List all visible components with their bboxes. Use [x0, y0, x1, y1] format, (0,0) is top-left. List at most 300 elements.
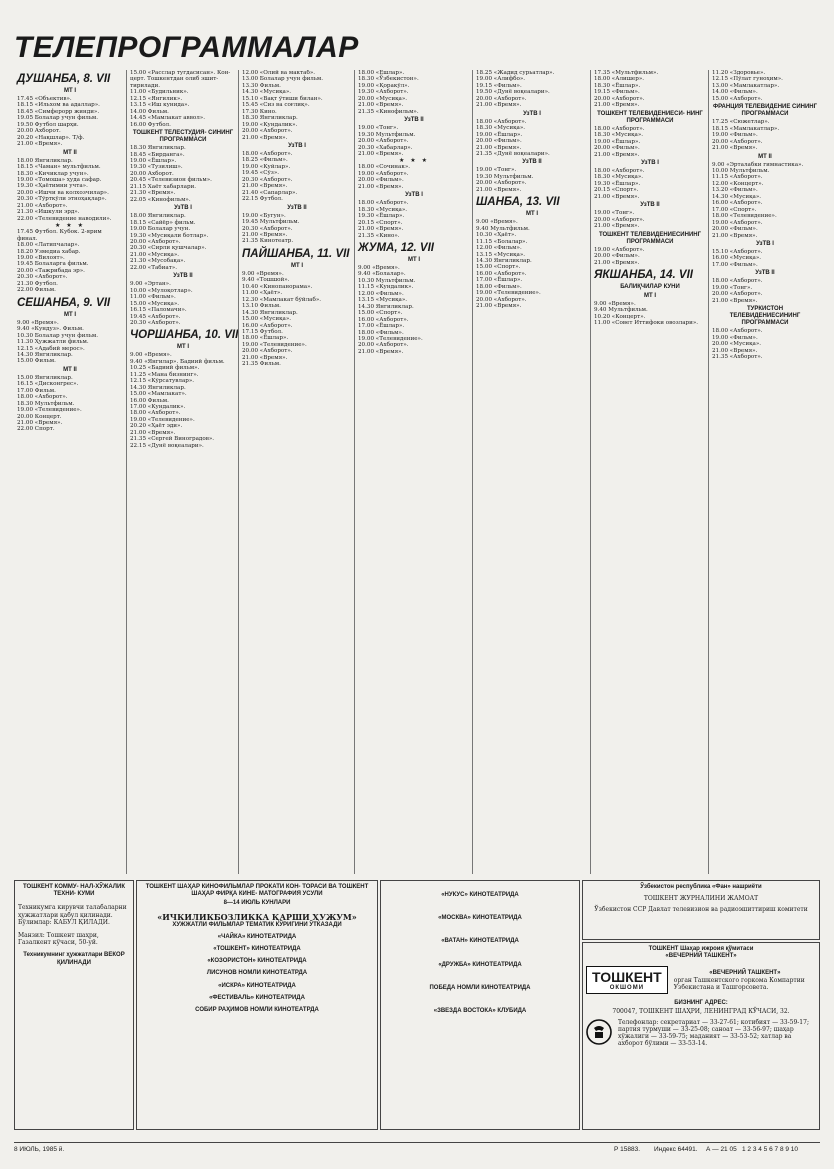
program-entry: 21.00 «Время». [476, 303, 522, 310]
program-entry: 18.25 «Жадид сурьатлар». [476, 70, 555, 76]
ad-festival-title: «ИЧКИЛИКБОЗЛИККА ҚАРШИ ҲУЖУМ» [157, 911, 357, 922]
program-entry: 21.00 «Время». [242, 354, 288, 361]
program-entry: 21.00 «Ахборот». [17, 202, 68, 209]
channel-heading: УзТВ I [641, 159, 659, 166]
program-entry: 19.45 «Ахборот». [130, 313, 181, 320]
schedule-column [354, 70, 473, 874]
program-entry: 16.00 «Ахборот». [242, 322, 293, 329]
ad-vecherniy-tashkent [582, 942, 820, 1130]
program-entry: 15.45 «Сиз ва соғлиқ». [242, 102, 310, 109]
cinema-kozoriston: «КОЗОРИСТОН» КИНОТЕАТРИДА [207, 958, 307, 965]
program-entry: 15.00 «Расслар тугдасисан». Кон- церт. Тошкентдан олиб эшит- тирилади. [130, 70, 231, 89]
program-entry: 17.00 «Ёшлар». [358, 323, 405, 330]
program-entry: 18.15 «Сайёр» фильм. [130, 219, 196, 226]
ad-technical-school-foot: Техникумнинг ҳужжатлари ВЕКОР ҚИЛИНАДИ [23, 952, 125, 966]
program-entry: 20.45 «Телевизион фильм». [130, 177, 212, 184]
channel-heading: УзТВ II [640, 202, 660, 209]
program-entry: 21.00 «Время». [242, 231, 288, 238]
program-entry: 19.00 «Фильм». [712, 334, 758, 341]
ad-technical-school-title: ТОШКЕНТ КОММУ- НАЛ-ХЎЖАЛИК ТЕХНИ- КУМИ [23, 884, 125, 898]
ad-technical-school [14, 880, 134, 1130]
program-entry: 19.00 «Телевидение». [476, 290, 541, 297]
program-entry: 21.00 «Время». [594, 259, 640, 266]
program-entry: 18.00 Янгиликлар. [130, 213, 186, 220]
program-entry: 19.00 «Телевидение». [130, 416, 195, 423]
program-entry: 19.00 «Алифбо». [476, 76, 526, 83]
program-entry: 16.00 Футбол. [130, 121, 171, 128]
channel-heading: УзТВ I [288, 142, 306, 149]
program-entry: 12.00 «Концерт». [712, 180, 764, 187]
channel-heading: МТ II [63, 366, 77, 373]
program-entry: 20.20 «Нақшлар». Т/ф. [17, 134, 85, 141]
program-entry: 22.15 «Дунё воқеалари». [130, 442, 204, 449]
program-entry: 18.00 «Ёшлар». [242, 335, 289, 342]
day-heading: ПАЙШАНБА, 11. VII [242, 247, 350, 260]
program-entry: 21.00 «Мусиқа». [130, 251, 180, 258]
ad-cinema-rental-date: 8—14 ИЮЛЬ КУНЛАРИ [223, 900, 291, 907]
channel-heading: МТ I [408, 256, 420, 263]
program-entry: 19.00 «Қоракўл». [358, 82, 410, 89]
program-entry: 9.40 Мультфильм. [476, 225, 530, 232]
program-entry: 10.00 Мультфильм. [712, 167, 770, 174]
channel-heading: ТОШКЕНТ ТЕЛЕВИДЕНИЕСИ- НИНГ ПРОГРАММАСИ [597, 110, 703, 124]
program-entry: 16.15 «Дисконгрес». [17, 381, 79, 388]
program-entry: 20.30 «Ахборот». [130, 319, 181, 326]
program-entry: 20.00 «Ахборот». [712, 138, 763, 145]
program-entry: 9.00 «Эртан». [130, 281, 171, 288]
program-entry: 20.00 «Мусиқа». [712, 341, 762, 348]
program-entry: 14.30 Янгиликлар. [476, 257, 532, 264]
channel-heading: УзТВ II [404, 117, 424, 124]
program-entry: 21.00 «Время». [594, 102, 640, 109]
cinema-pobeda: ПОБЕДА НОМЛИ КИНОТЕАТРИДА [429, 984, 531, 991]
program-entry: 21.30 Футбол. [17, 280, 58, 287]
program-entry: 14.30 Янгиликлар. [242, 309, 298, 316]
program-entry: 21.00 «Время». [358, 226, 404, 233]
program-entry: 19.00 «Ахборот». [594, 246, 645, 253]
program-entry: 21.00 «Время». [476, 102, 522, 109]
program-entry: 19.45 Болаларга фильм. [17, 261, 89, 268]
program-entry: 19.30 «Мусиқали ботлар». [130, 232, 209, 239]
page-title: ТЕЛЕПРОГРАММАЛАР [14, 31, 359, 64]
program-entry: 16.00 «Ахборот». [712, 200, 763, 207]
program-entry: 19.00 «Вилоят». [17, 254, 65, 261]
ad-technical-school-address: Манзил: Тошкент шаҳри, Газалкент кўчаси, 50-уй. [18, 932, 99, 947]
program-entry: 9.40 Мультфильм. [594, 307, 648, 314]
program-entry: 21.35 «Сергей Виноградов». [130, 436, 215, 443]
program-entry: 18.30 «Кичиклар учун». [17, 170, 89, 177]
program-entry: 20.00 «Фильм». [712, 226, 758, 233]
separator-stars: ★ ★ ★ [399, 157, 429, 165]
day-heading: ЯКШАНБА, 14. VII [594, 268, 693, 281]
program-entry: 15.00 «Спорт». [358, 310, 403, 317]
channel-heading: УзТВ I [523, 110, 541, 117]
program-entry: 19.00 «Тонг». [476, 167, 517, 174]
program-entry: 12.15 «Адабий мерос». [17, 345, 85, 352]
program-entry: 9.00 «Время». [242, 270, 284, 277]
program-entry: 21.00 «Время». [712, 297, 758, 304]
program-entry: 18.00 «Фильм». [476, 283, 522, 290]
program-entry: 21.30 «Ишкули эрд». [17, 209, 80, 216]
program-entry: 12.15 «Янгилик». [130, 95, 183, 102]
program-entry: 19.30 Мультфильм. [358, 131, 416, 138]
program-entry: 19.45 Мультфильм. [242, 219, 300, 226]
program-entry: 18.15 «Чаман» мультфильм. [17, 164, 101, 171]
program-entry: 10.20 «Концерт». [594, 313, 646, 320]
program-entry: 16.00 «Ахборот». [358, 316, 409, 323]
channel-heading: МТ I [64, 311, 76, 318]
program-entry: 18.00 «Ёшлар». [358, 70, 405, 76]
program-entry: 20.20 «Ҳаёт эди». [130, 423, 183, 430]
program-entry: 18.25 «Фильм». [242, 157, 288, 164]
newspaper-logo [586, 966, 668, 994]
program-entry: 21.15 Хаёт хабарлари. [130, 183, 197, 190]
program-entry: 22.15 Футбол. [242, 196, 283, 203]
program-entry: 19.30 «Ёшлар». [594, 180, 641, 187]
program-entry: 21.35 «Ахборот». [712, 353, 763, 360]
cinema-toshkent: «ТОШКЕНТ» КИНОТЕАТРИДА [213, 946, 301, 953]
program-entry: 16.15 «Паломачи». [130, 307, 187, 314]
program-entry: 20.00 Ахборот. [17, 128, 61, 135]
club-zvezda-vostoka: «ЗВЕЗДА ВОСТОКА» КЛУБИДА [433, 1008, 527, 1015]
program-entry: 15.00 «Спорт». [476, 264, 521, 271]
day-heading: ЖУМА, 12. VII [358, 241, 434, 254]
program-entry: 18.30 «Ёшлар». [594, 82, 641, 89]
program-entry: 17.45 Футбол. Кубок. 2-ярим финал. [17, 229, 102, 242]
program-entry: 9.40 «Тошшой». [242, 277, 290, 284]
program-entry: 11.00 «Будильник». [130, 89, 189, 96]
program-entry: 20.00 «Мусиқа». [358, 95, 408, 102]
channel-heading: МТ I [291, 262, 303, 269]
program-entry: 21.40 «Сапарлар». [242, 189, 298, 196]
program-entry: 13.15 «Иш кунида». [130, 102, 190, 109]
channel-heading: МТ II [63, 149, 77, 156]
program-entry: 10.30 «Ҳаёт». [476, 232, 517, 239]
program-entry: 19.00 «Ёшлар». [130, 157, 177, 164]
schedule-column [708, 70, 821, 874]
program-entry: 18.30 Янгиликлар. [130, 145, 186, 152]
program-entry: 18.15 «Мамлакатлар». [712, 125, 780, 132]
ad-vt-address: 700047, ТОШКЕНТ ШАҲРИ, ЛЕНИНГРАД КЎЧАСИ, 32. [612, 1007, 790, 1015]
program-entry: 20.00 Концерт. [17, 413, 62, 420]
ad-vt-phones: Телефонлар: секретариат — 33-27-61; котибият — 33-59-17; партия турмуши — 33-25-08; саноат — 33-56-97; шаҳар хўжалиги — 33-59-75; маданият — 33-53-52; хатлар ва ахборот бўлими — 33-53-14. [618, 1018, 809, 1048]
channel-heading: УзТВ I [756, 240, 774, 247]
program-entry: 21.00 «Время». [242, 183, 288, 190]
program-entry: 14.30 Янгиликлар. [358, 303, 414, 310]
channel-heading: УзТВ I [405, 192, 423, 199]
program-entry: 9.00 «Время». [130, 352, 172, 359]
program-entry: 21.35 «Дунё воқеалари». [476, 150, 550, 157]
program-entry: 17.25 «Сюжетлар». [712, 119, 770, 126]
program-entry: 15.00 «Мамлакат». [130, 391, 187, 398]
program-entry: 9.40 «Кундуз». Фильм. [17, 326, 84, 333]
program-entry: 11.20 «Здоровье». [712, 70, 766, 76]
program-entry: 13.15 «Мусиқа». [476, 251, 526, 258]
ad-cinemas-list [380, 880, 580, 1130]
program-entry: 19.00 «Тонг». [594, 210, 635, 217]
footer-index: Индекс 64491. [654, 1146, 698, 1153]
ad-publisher [582, 880, 820, 940]
program-entry: 18.30 «Мусиқа». [358, 206, 408, 213]
schedule-column [590, 70, 709, 874]
channel-heading: УзТВ II [287, 204, 307, 211]
program-entry: 11.00 «Фильм». [130, 294, 176, 301]
ad-vt-subtitle: «ВЕЧЕРНИЙ ТАШКЕНТ» [665, 953, 737, 960]
program-entry: 13.10 Фильм. [242, 303, 281, 310]
program-entry: 16.00 «Ахборот». [476, 270, 527, 277]
program-entry: 14.30 «Мусиқа». [242, 89, 292, 96]
program-entry: 11.00 «Ҳаёт». [242, 290, 283, 297]
program-entry: 20.15 «Спорт». [358, 219, 403, 226]
program-entry: 9.00 «Время». [17, 319, 59, 326]
logo-subtext: ОКШОМИ [609, 985, 645, 992]
program-entry: 11.25 «Мана бизнинг». [130, 371, 199, 378]
program-entry: 19.30 «Ҳаётимни учта». [17, 183, 88, 190]
channel-heading: УзТВ II [173, 273, 193, 280]
program-entry: 18.00 «Ахборот». [242, 150, 293, 157]
program-entry: 20.30 «Тўрткўли этноҳақлар». [17, 196, 107, 203]
program-entry: 21.00 «Время». [17, 141, 63, 148]
program-entry: 9.00 «Время». [358, 264, 400, 271]
program-entry: 19.30 «Ёшлар». [358, 213, 405, 220]
cinema-druzhba: «ДРУЖБА» КИНОТЕАТРИДА [438, 961, 522, 968]
channel-heading: МТ II [758, 153, 772, 160]
program-entry: 21.00 «Время». [358, 102, 404, 109]
cinema-festival: «ФЕСТИВАЛЬ» КИНОТЕАТРИДА [209, 994, 305, 1001]
program-entry: 9.40 «Янгилар». Бадиий фильм. [130, 358, 225, 365]
program-entry: 17.00 «Ёшлар». [476, 277, 523, 284]
program-entry: 21.35 «Кино». [358, 232, 400, 239]
program-entry: 19.00 «Телевидение». [242, 341, 307, 348]
program-entry: 18.00 «Ахборот». [130, 410, 181, 417]
program-entry: 14.00 «Фильм». [712, 89, 758, 96]
program-entry: 20.00 «Фильм». [358, 177, 404, 184]
program-entry: 20.30 «Ахборот». [17, 274, 68, 281]
program-entry: 12.00 «Фильм». [358, 290, 404, 297]
program-entry: 18.00 «Ахборот». [712, 328, 763, 335]
separator-stars: ★ ★ ★ [55, 222, 85, 230]
footer-order: Р 15883. [614, 1146, 641, 1153]
program-entry: 9.00 «Время». [594, 300, 636, 307]
program-entry: 19.00 «Тонг». [712, 284, 753, 291]
program-entry: 21.00 «Время». [594, 151, 640, 158]
program-entry: 12.30 «Мамлакат бўйлаб». [242, 296, 322, 303]
program-entry: 18.00 «Ахборот». [712, 278, 763, 285]
cinema-lisunov: ЛИСУНОВ НОМЛИ КИНОТЕАТРДА [206, 970, 308, 977]
program-entry: 9.40 «Болалар». [358, 271, 406, 278]
cinema-vatan: «ВАТАН» КИНОТЕАТРИДА [441, 938, 519, 945]
program-entry: 17.30 Кино. [242, 108, 277, 115]
ad-festival-subtitle: ХУЖЖАТЛИ ФИЛЬМЛАР ТЕМАТИК КЎРИГИНИ ЎТКАЗАДИ [172, 921, 342, 928]
program-entry: 19.00 «Телевидение». [17, 407, 82, 414]
program-entry: 19.00 «Ахборот». [358, 170, 409, 177]
channel-heading: УзТВ I [174, 205, 192, 212]
program-entry: 20.00 «Тажрибада эр». [17, 267, 85, 274]
ad-publisher-foot: Ўзбекистон ССР Давлат телевизион ва радиоэшиттириш комитети [594, 906, 808, 914]
program-entry: 19.00 «Томоша» ҳуда сафар. [17, 176, 102, 183]
channel-heading: ТУРКИСТОН ТЕЛЕВИДЕНИЕСИНИНГ ПРОГРАММАСИ [729, 306, 801, 327]
program-entry: 20.00 «Ахборот». [358, 138, 409, 145]
program-entry: 11.15 «Кундалик». [358, 284, 414, 291]
program-entry: 9.00 «Эрталабки гимнастика». [712, 161, 804, 168]
footer-date: 8 ИЮЛЬ, 1985 й. [14, 1146, 65, 1153]
schedule-column [472, 70, 591, 874]
program-entry: 10.30 Болалар учун фильм. [17, 332, 99, 339]
channel-heading: БАЛИҚЧИЛАР КУНИ [620, 283, 680, 290]
program-entry: 21.00 «Время». [476, 186, 522, 193]
program-entry: 15.00 Фильм. [17, 358, 56, 365]
program-entry: 18.00 Янгиликлар. [17, 157, 73, 164]
program-entry: 21.00 «Время». [712, 145, 758, 152]
program-entry: 17.00 «Фильм». [712, 261, 758, 268]
program-entry: 10.30 Мультфильм. [358, 277, 416, 284]
schedule-column [126, 70, 239, 874]
day-heading: ДУШАНБА, 8. VII [17, 73, 111, 85]
program-entry: 19.30 «Тузилиш». [130, 164, 183, 171]
program-entry: 13.15 «Мусиқа». [358, 297, 408, 304]
program-entry: 18.00 «Латипчалар». [17, 242, 80, 249]
program-entry: 18.15 «Ильхом ва адаллар». [17, 102, 100, 109]
cinema-moskva: «МОСКВА» КИНОТЕАТРИДА [438, 915, 522, 922]
program-entry: 20.00 «Ахборот». [476, 296, 527, 303]
program-entry: 18.45 «Бирданга». [130, 151, 185, 158]
program-entry: 18.00 «Ахборот». [476, 118, 527, 125]
program-entry: 18.30 «Мусиқа». [594, 132, 644, 139]
ad-vt-address-title: БИЗНИНГ АДРЕС: [674, 1000, 728, 1007]
program-entry: 17.15 Футбол. [242, 328, 283, 335]
program-entry: 21.00 «Время». [358, 150, 404, 157]
program-entry: 20.00 Ахборот. [130, 170, 174, 177]
program-entry: 22.00 Фильм. [17, 287, 56, 294]
program-entry: 18.00 «Ахборот». [17, 394, 68, 401]
program-entry: 12.00 «Фильм». [476, 245, 522, 252]
program-entry: 18.30 «Ўзбекистон». [358, 76, 419, 83]
program-entry: 21.00 «Время». [712, 232, 758, 239]
program-entry: 18.00 «Фильм». [358, 329, 404, 336]
program-entry: 10.25 «Бадиий фильм». [130, 365, 200, 372]
cinema-sobir-rahimov: СОБИР РАҲИМОВ НОМЛИ КИНОТЕАТРДА [195, 1007, 319, 1014]
program-entry: 11.15 «Ахборот». [712, 174, 763, 181]
ads-section [14, 880, 820, 1140]
program-entry: 18.00 «Алишер». [594, 76, 645, 83]
program-entry: 21.35 Кинотеатр. [242, 238, 294, 245]
program-entry: 14.30 Янгиликлар. [17, 351, 73, 358]
channel-heading: МТ I [526, 211, 538, 218]
day-heading: ШАНБА, 13. VII [476, 196, 560, 209]
program-entry: 22.00 «Телевидение наводили». [17, 215, 112, 222]
program-entry: 20.00 «Ахборот». [242, 348, 293, 355]
program-entry: 17.45 «Объектив». [17, 96, 72, 102]
schedule-column [14, 70, 126, 874]
channel-heading: УзТВ II [522, 159, 542, 166]
program-entry: 21.00 «Время». [358, 183, 404, 190]
program-entry: 15.10 «Ахборот». [712, 248, 763, 255]
program-entry: 21.00 «Время». [242, 134, 288, 141]
program-entry: 20.30 «Сирли қушчалар». [130, 245, 207, 252]
program-entry: 19.15 «Фильм». [476, 82, 522, 89]
program-entry: 19.00 «Тонг». [358, 125, 399, 132]
program-entry: 19.00 «Ёшлар». [594, 138, 641, 145]
program-entry: 22.05 «Кинофильм». [130, 196, 191, 203]
ad-technical-school-body: Техникумга кирувчи талабаларни ҳужжатлари қабул қилинади. Бўлимлар: КАБУЛ ҚИЛАДИ. [18, 904, 127, 926]
program-entry: 21.00 «Время». [130, 429, 176, 436]
program-entry: 17.35 «Мультфильм». [594, 70, 659, 76]
program-entry: 13.00 «Мамлакатлар». [712, 82, 780, 89]
program-entry: 20.00 «Ахборот». [594, 95, 645, 102]
program-entry: 18.30 Янгиликлар. [242, 115, 298, 122]
program-entry: 19.00 «Бугун». [242, 212, 286, 219]
program-entry: 18.45 «Симферopр жинди». [17, 108, 100, 115]
program-entry: 19.30 «Ахборот». [358, 89, 409, 96]
program-entry: 19.50 Футбол шарҳи. [17, 121, 79, 128]
phone-icon [586, 1019, 612, 1045]
program-entry: 19.00 «Кундалик». [242, 121, 298, 128]
program-entry: 15.00 «Мусиқа». [242, 316, 292, 323]
program-entry: 11.15 «Болалар». [476, 238, 528, 245]
program-entry: 21.35 «Кинофильм». [358, 108, 419, 115]
program-entry: 18.30 Мультфильм. [17, 400, 75, 407]
ad-vt-paper-title: «ВЕЧЕРНИЙ ТАШКЕНТ» [709, 969, 781, 976]
ad-cinema-rental [136, 880, 378, 1130]
program-entry: 11.30 Ҳужжатли фильм. [17, 339, 89, 346]
channel-heading: ТОШКЕНТ ТЕЛЕВИДЕНИЕСИНИНГ ПРОГРАММАСИ [598, 231, 701, 245]
program-entry: 14.00 Фильм. [130, 108, 169, 115]
program-entry: 21.00 «Время». [17, 420, 63, 427]
tv-schedule-grid [14, 70, 820, 874]
program-entry: 16.00 «Мусиқа». [712, 255, 762, 262]
program-entry: 21.00 «Время». [712, 347, 758, 354]
program-entry: 20.00 «Ишчи ва колхозчилар». [17, 189, 109, 196]
program-entry: 13.30 Фильм. [242, 82, 281, 89]
program-entry: 18.20 Узмедиа хабар. [17, 248, 81, 255]
ad-vt-title: ТОШКЕНТ Шаҳар ижроия қўмитаси [648, 946, 754, 952]
program-entry: 22.00 «Табиат». [130, 264, 178, 271]
logo-text: ТОШКЕНТ [592, 969, 662, 986]
program-entry: 16.00 Фильм. [130, 397, 169, 404]
footer-numbers: 1 2 3 4 5 6 7 8 9 10 [742, 1146, 799, 1153]
program-entry: 19.50 «Дунё воқеалари». [476, 89, 550, 96]
program-entry: 20.00 «Ахборот». [476, 95, 527, 102]
channel-heading: ТОШКЕНТ ТЕЛЕСТУДИЯ- СИНИНГ ПРОГРАММАСИ [132, 130, 234, 144]
program-entry: 21.35 Фильм. [242, 361, 281, 368]
program-entry: 19.45 «Сўз». [242, 170, 280, 177]
page-footer [14, 1142, 820, 1156]
channel-heading: ФРАНЦИЯ ТЕЛЕВИДЕНИЕ СИНИНГ ПРОГРАММАСИ [712, 104, 818, 118]
ad-publisher-body: ТОШКЕНТ ЖУРНАЛИНИ ЖАМОАТ [643, 895, 759, 903]
program-entry: 17.00 «Спорт». [712, 206, 757, 213]
program-entry: 15.00 Янгиликлар. [17, 374, 73, 381]
program-entry: 18.00 «Сочинак». [358, 164, 411, 171]
program-entry: 17.00 «Кундалик». [130, 404, 186, 411]
footer-code: А — 21 05 [706, 1146, 737, 1153]
program-entry: 20.00 «Ахборот». [712, 291, 763, 298]
program-entry: 19.00 «Ёшлар». [476, 131, 523, 138]
cinema-nukus: «НУКУС» КИНОТЕАТРИДА [441, 892, 519, 898]
program-entry: 18.30 «Мусиқа». [594, 174, 644, 181]
program-entry: 10.00 «Мулоқотлар». [130, 287, 193, 294]
program-entry: 9.00 «Время». [476, 219, 518, 226]
cinema-chaika: «ЧАЙКА» КИНОТЕАТРИДА [217, 933, 297, 940]
program-entry: 12.15 «Пўлат гуноҳим». [712, 76, 783, 83]
program-entry: 20.00 «Ахборот». [358, 342, 409, 349]
channel-heading: МТ I [177, 344, 189, 351]
program-entry: 20.15 «Спорт». [594, 187, 639, 194]
program-entry: 19.30 Мультфильм. [476, 173, 534, 180]
program-entry: 21.00 «Время». [594, 223, 640, 230]
program-entry: 20.00 «Фильм». [594, 253, 640, 260]
program-entry: 20.00 «Ахборот». [594, 216, 645, 223]
schedule-column [238, 70, 355, 874]
